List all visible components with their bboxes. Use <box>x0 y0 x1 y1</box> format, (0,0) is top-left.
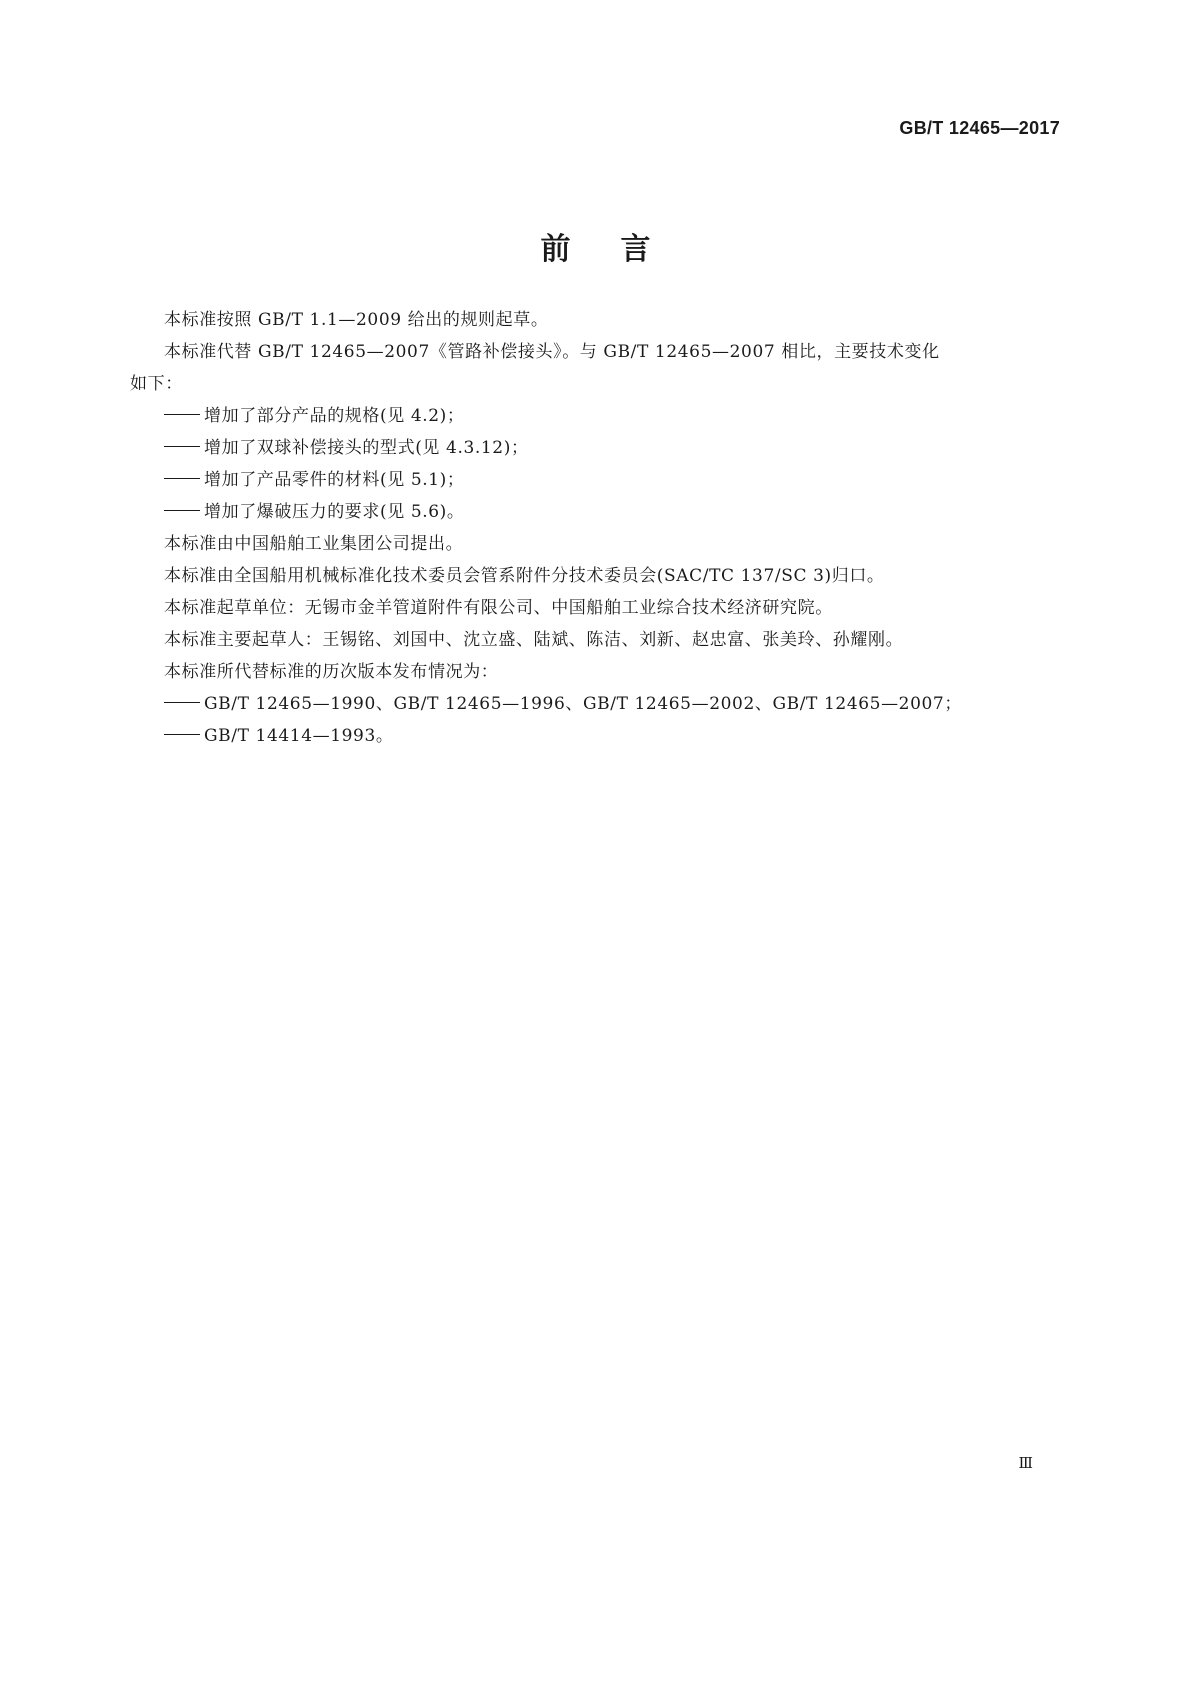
paragraph-replacement-line2: 如下： <box>130 374 183 394</box>
dash-mark <box>164 446 200 447</box>
paragraph-replacement-line1: 本标准代替 GB/T 12465—2007《管路补偿接头》。与 GB/T 12465—2007 相比，主要技术变化 <box>164 342 940 362</box>
history-item-text: GB/T 14414—1993。 <box>204 726 394 746</box>
history-item-text: GB/T 12465—1990、GB/T 12465—1996、GB/T 12465—2002、GB/T 12465—2007； <box>204 694 962 714</box>
dash-mark <box>164 414 200 415</box>
dash-mark <box>164 510 200 511</box>
paragraph-proposer: 本标准由中国船舶工业集团公司提出。 <box>164 534 464 554</box>
history-item <box>130 688 1074 720</box>
paragraph-centralized-by: 本标准由全国船用机械标准化技术委员会管系附件分技术委员会(SAC/TC 137/SC 3)归口。 <box>164 566 885 586</box>
change-item-text: 增加了双球补偿接头的型式(见 4.3.12)； <box>204 438 529 458</box>
foreword-body <box>130 304 1074 752</box>
page-title: 前言 <box>540 232 701 267</box>
paragraph-drafters: 本标准主要起草人：王锡铭、刘国中、沈立盛、陆斌、陈洁、刘新、赵忠富、张美玲、孙耀刚。 <box>164 630 904 650</box>
history-item <box>130 720 1074 752</box>
dash-mark <box>164 734 200 735</box>
change-item <box>130 464 1074 496</box>
dash-mark <box>164 478 200 479</box>
paragraph-history-intro: 本标准所代替标准的历次版本发布情况为： <box>164 662 499 682</box>
change-item-text: 增加了产品零件的材料(见 5.1)； <box>204 470 465 490</box>
change-item <box>130 400 1074 432</box>
change-item-text: 增加了爆破压力的要求(见 5.6)。 <box>204 502 465 522</box>
change-item <box>130 432 1074 464</box>
change-item-text: 增加了部分产品的规格(见 4.2)； <box>204 406 465 426</box>
standard-code: GB/T 12465—2017 <box>899 118 1060 138</box>
paragraph-drafting-rules: 本标准按照 GB/T 1.1—2009 给出的规则起草。 <box>164 310 549 330</box>
paragraph-drafting-units: 本标准起草单位：无锡市金羊管道附件有限公司、中国船舶工业综合技术经济研究院。 <box>164 598 833 618</box>
page-number: Ⅲ <box>1018 1454 1033 1472</box>
dash-mark <box>164 702 200 703</box>
change-item <box>130 496 1074 528</box>
